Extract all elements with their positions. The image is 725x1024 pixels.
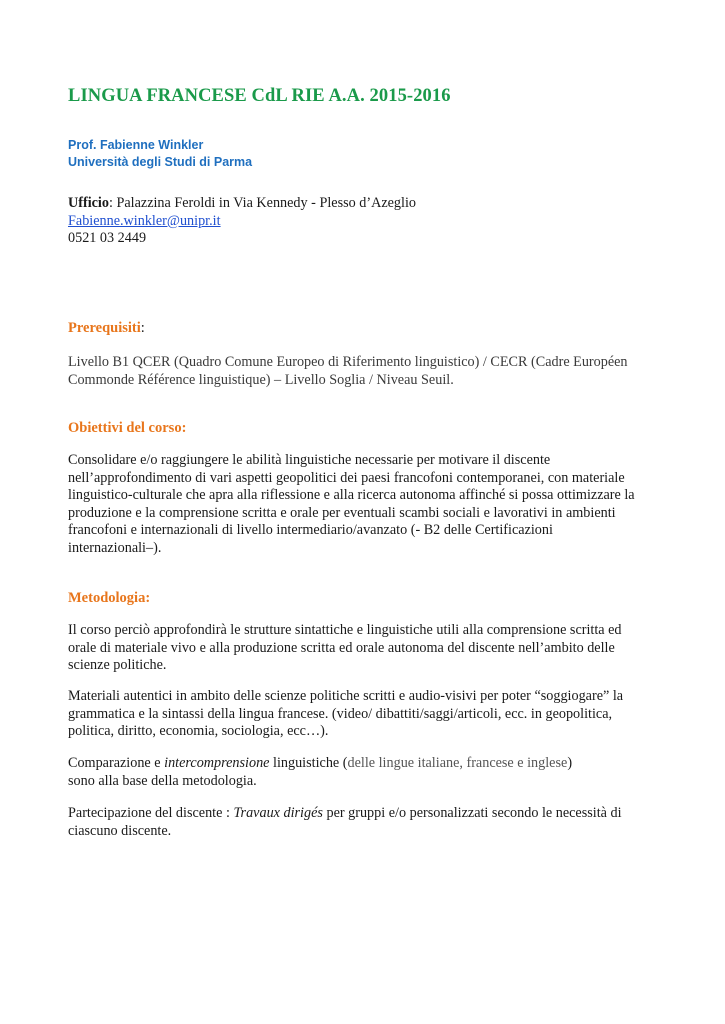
metodologia-paragraph-3	[68, 755, 658, 790]
metodologia-heading: Metodologia:	[68, 590, 151, 606]
obiettivi-line: nell’approfondimento di vari aspetti geopolitici dei paesi francofoni contemporanei, con materiale	[68, 469, 625, 486]
metodologia-line	[68, 755, 658, 773]
text-span: per gruppi e/o personalizzati secondo le necessità di	[322, 805, 622, 821]
university-name: Università degli Studi di Parma	[68, 155, 253, 169]
metodologia-line: politica, diritto, economia, sociologia, ecc…).	[68, 723, 329, 739]
prerequisiti-text	[68, 354, 658, 389]
italic-term: intercomprensione	[164, 755, 270, 771]
metodologia-line: ciascuno discente.	[68, 822, 172, 839]
metodologia-line: Materiali autentici in ambito delle scienze politiche scritti e audio-visivi per poter “soggiogare” la	[68, 688, 624, 704]
professor-info	[68, 137, 658, 171]
office-label: Ufficio	[68, 195, 109, 211]
metodologia-paragraph-4	[68, 805, 658, 840]
prerequisiti-line: Commonde Référence linguistique) – Livello Soglia / Niveau Seuil.	[68, 371, 454, 388]
document-title: LINGUA FRANCESE CdL RIE A.A. 2015-2016	[68, 86, 451, 106]
obiettivi-text	[68, 452, 658, 557]
office-address-line	[68, 195, 658, 213]
obiettivi-line: francofoni e internazionali di livello intermediario/avanzato (- B2 delle Certificazioni	[68, 522, 553, 538]
text-span: Comparazione e	[68, 755, 165, 771]
metodologia-line: orale di materiale vivo e alla produzione scritta ed orale autonoma del discente nell’ambito delle	[68, 639, 615, 656]
obiettivi-line: Consolidare e/o raggiungere le abilità linguistiche necessarie per motivare il discente	[68, 452, 551, 468]
obiettivi-line: linguistico-culturale che apra alla riflessione e alla ricerca autonoma affinché si possa ottimizzare la	[68, 487, 635, 503]
prerequisiti-line: Livello B1 QCER (Quadro Comune Europeo di Riferimento linguistico) / CECR (Cadre Européen	[68, 354, 628, 370]
metodologia-line: grammatica e la sintassi della lingua francese. (video/ dibattiti/saggi/articoli, ecc. in geopolitica,	[68, 705, 613, 722]
metodologia-line	[68, 805, 658, 823]
office-phone: 0521 03 2449	[68, 230, 147, 246]
office-info	[68, 195, 658, 248]
text-span: Partecipazione del discente :	[68, 805, 234, 821]
italic-term: Travaux dirigés	[233, 805, 323, 821]
obiettivi-line: produzione e la comprensione scritta e orale per eventuali scambi sociali e lavorativi in ambienti	[68, 504, 616, 521]
metodologia-line: Il corso perciò approfondirà le strutture sintattiche e linguistiche utili alla comprensione scritta ed	[68, 622, 622, 638]
metodologia-line: sono alla base della metodologia.	[68, 772, 257, 789]
text-span: )	[567, 755, 573, 771]
prerequisiti-heading	[68, 320, 658, 337]
prerequisiti-colon: :	[140, 320, 145, 336]
prerequisiti-heading-text: Prerequisiti	[68, 320, 141, 336]
metodologia-line: scienze politiche.	[68, 657, 167, 673]
email-link[interactable]: Fabienne.winkler@unipr.it	[68, 212, 221, 229]
professor-name: Prof. Fabienne Winkler	[68, 138, 204, 152]
obiettivi-heading: Obiettivi del corso:	[68, 420, 187, 436]
text-span: linguistiche (	[269, 755, 348, 771]
obiettivi-line: internazionali–).	[68, 539, 162, 556]
metodologia-paragraph-1	[68, 622, 658, 675]
parenthetical-text: delle lingue italiane, francese e inglese	[347, 755, 568, 771]
office-address: : Palazzina Feroldi in Via Kennedy - Plesso d’Azeglio	[108, 195, 416, 211]
metodologia-paragraph-2	[68, 688, 658, 741]
